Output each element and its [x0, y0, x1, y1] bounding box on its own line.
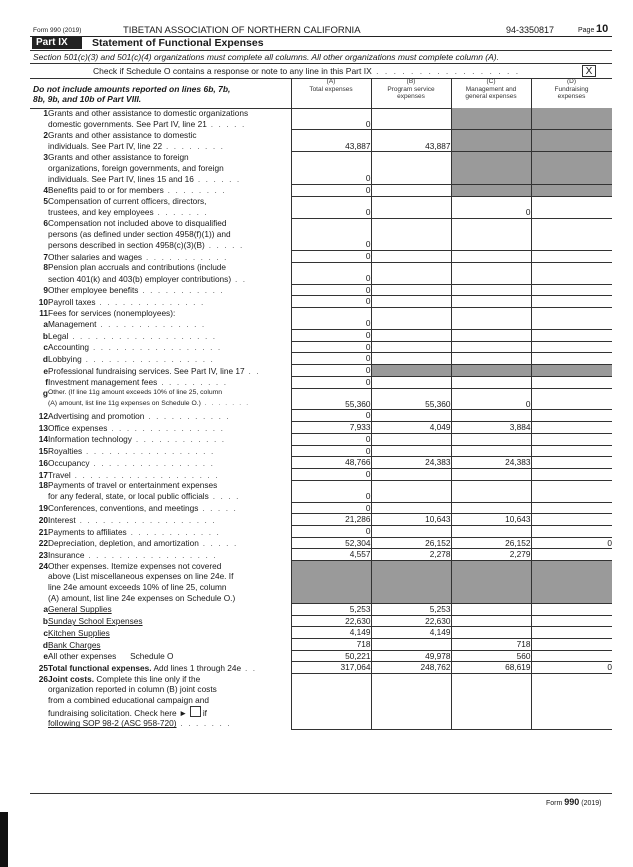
line-11c-total[interactable]: 0 — [291, 341, 371, 353]
table-row: 9 Other employee benefits . . . . . . . . . . . 0 — [30, 284, 612, 296]
organization-name: TIBETAN ASSOCIATION OF NORTHERN CALIFORNIA — [123, 25, 361, 36]
line-24d-management[interactable]: 718 — [451, 639, 531, 651]
line-11d-total[interactable]: 0 — [291, 353, 371, 365]
table-row: trustees, and key employees . . . . . . . 0 0 — [30, 207, 612, 218]
arrow-right-icon: ► — [178, 707, 188, 718]
line-18-total[interactable]: 0 — [291, 491, 371, 502]
form-footer: Form 990 (2019) — [546, 797, 602, 807]
line-2-total[interactable]: 43,887 — [291, 141, 371, 152]
line-25-program[interactable]: 248,762 — [371, 662, 451, 674]
table-row: c Accounting . . . . . . . . . . . . . . . . . 0 — [30, 341, 612, 353]
table-row: f Investment management fees . . . . . . . . . 0 — [30, 376, 612, 388]
table-row: 4 Benefits paid to or for members . . . . . . . . 0 — [30, 184, 612, 196]
table-row: domestic governments. See Part IV, line 21 . . . . . 0 — [30, 119, 612, 130]
line-24c-total[interactable]: 4,149 — [291, 627, 371, 639]
schedule-o-check-text: Check if Schedule O contains a response or note to any line in this Part IX . . . . . . . . . . . . . . . . . — [93, 66, 521, 76]
table-row: 15 Royalties . . . . . . . . . . . . . . . . . 0 — [30, 445, 612, 457]
line-1-total[interactable]: 0 — [291, 119, 371, 130]
table-row: 16 Occupancy . . . . . . . . . . . . . . . . 48,766 24,383 24,383 — [30, 457, 612, 469]
line-20-total[interactable]: 21,286 — [291, 514, 371, 526]
ein: 94-3350817 — [506, 25, 555, 35]
table-row: c Kitchen Supplies 4,149 4,149 — [30, 627, 612, 639]
table-row: 14 Information technology . . . . . . . . . . . . 0 — [30, 433, 612, 445]
line-24a-program[interactable]: 5,253 — [371, 603, 451, 615]
line-16-program[interactable]: 24,383 — [371, 457, 451, 469]
table-row: a Management . . . . . . . . . . . . . . 0 — [30, 318, 612, 329]
column-d-header: (D) Fundraising expenses — [554, 78, 589, 100]
line-25-management[interactable]: 68,619 — [451, 662, 531, 674]
line-11g-total[interactable]: 55,360 — [291, 399, 371, 410]
line-23-program[interactable]: 2,278 — [371, 549, 451, 561]
table-row: individuals. See Part IV, line 22 . . . . . . . . 43,887 43,887 — [30, 141, 612, 152]
section-note: Section 501(c)(3) and 501(c)(4) organizations must complete all columns. All other organizations must complete column (A). — [33, 52, 499, 62]
line-25-fundraising[interactable]: 0 — [531, 662, 612, 674]
left-column-header: Do not include amounts reported on lines 6b, 7b, 8b, 9b, and 10b of Part VIII. — [33, 84, 231, 104]
line-11g-program[interactable]: 55,360 — [371, 399, 451, 410]
line-24a-total[interactable]: 5,253 — [291, 603, 371, 615]
line-24e-management[interactable]: 560 — [451, 650, 531, 662]
line-14-total[interactable]: 0 — [291, 433, 371, 445]
line-11g-management[interactable]: 0 — [451, 399, 531, 410]
part-badge: Part IX — [32, 37, 82, 49]
line-10-total[interactable]: 0 — [291, 296, 371, 308]
line-24e-program[interactable]: 49,978 — [371, 650, 451, 662]
table-row: b Sunday School Expenses 22,630 22,630 — [30, 615, 612, 627]
line-11b-total[interactable]: 0 — [291, 330, 371, 342]
line-5-total[interactable]: 0 — [291, 207, 371, 218]
line-22-fundraising[interactable]: 0 — [531, 537, 612, 549]
line-11e-total[interactable]: 0 — [291, 365, 371, 377]
line-8-total[interactable]: 0 — [291, 273, 371, 284]
line-16-management[interactable]: 24,383 — [451, 457, 531, 469]
bottom-rule — [30, 793, 612, 794]
scan-edge — [0, 812, 8, 867]
line-23-management[interactable]: 2,279 — [451, 549, 531, 561]
page-label: Page — [578, 27, 595, 34]
table-row: section 401(k) and 403(b) employer contributions) . . 0 — [30, 273, 612, 284]
table-row: 20 Interest . . . . . . . . . . . . . . . . . . 21,286 10,643 10,643 — [30, 514, 612, 526]
table-row: d Bank Charges 718 718 — [30, 639, 612, 651]
joint-costs-checkbox[interactable] — [190, 706, 201, 717]
table-row: 25 Total functional expenses. Add lines 1 through 24e . . 317,064 248,762 68,619 0 — [38, 662, 612, 673]
table-row: 23 Insurance . . . . . . . . . . . . . . . . . 4,557 2,278 2,279 — [30, 549, 612, 561]
table-row: 17 Travel . . . . . . . . . . . . . . . . . . . 0 — [30, 469, 612, 481]
table-row: b Legal . . . . . . . . . . . . . . . . . . . 0 — [30, 330, 612, 342]
functional-expenses-table: 1 Grants and other assistance to domestic organizations domestic governments. See Part IV, line 21 . . . . . 0 2 Grants and other assistance to domestic individuals. See Part IV, line 22 . . . . . . . . 43,887 43,887 3 Grants and other assistance to foreign organizations, foreign governments, and foreign individuals. See Part IV, lines 15 and 16 . . . . . . 0 4 Benefits paid to or for members . . . . . . . . 0 5 Compensation of current officers, directors, trustees, and key employees . . . . . . . 0 0 6 Compensation not included above to disqualified persons (as defined under section 4958(f)(1)) and persons described in section 4958(c)(3)(B) . . . . . 0 7 Other salaries and wages . . . . . . . . . . . 0 8 Pension plan accruals and contributions (include section 401(k) and 403(b) employer contributions) . . 0 9 Other employee benefits . . . . . . . . . . . 0 10 Payroll taxes . . . . . . . . . . . . . . 0 11 Fees for services (nonemployees): a Management . . . . . . . . . . . . . . 0 b Legal . . . . . . . . . . . . . . . . . . . 0 c Accounting . . . . . . . . . . . . . . . . . 0 d Lobbying . . . . . . . . . . . . . . . . . 0 e Professional fundraising services. See Part IV, line 17 . . 0 f Investment management fees . . . . . . . . . 0 g Other. (If line 11g amount exceeds 10% of line 25, column (A) amount, list line 11g expenses on Schedule O.) . . . . . . . 55,360 55,360 0 12 Advertising and promotion . . . . . . . . . . . 0 13 Office expenses . . . . . . . . . . . . . . . 7,933 4,049 3,884 14 Information technology . . . . . . . . . . . . 0 15 Royalties . . . . . . . . . . . . . . . . . 0 16 Occupancy . . . . . . . . . . . . . . . . 48,766 24,383 24,383 17 Travel . . . . . . . . . . . . . . . . . . . 0 18 Payments of travel or entertainment expenses for any federal, state, or local public officials . . . . 0 19 Conferences, conventions, and meetings . . . . . 0 20 Interest . . . . . . . . . . . . . . . . . . 21,286 10,643 10,643 21 Payments to affiliates . . . . . . . . . . . . 0 22 Depreciation, depletion, and amortization . . . . . 52,304 26,152 26,152 0 23 Insurance . . . . . . . . . . . . . . . . . 4,557 2,278 2,279 24 Other expenses. Itemize expenses not covered above (List miscellaneous expenses on line 24e. If line 24e amount exceeds 10% of line 25, column (A) amount, list line 24e expenses on Schedule O.) a General Supplies 5,253 5,253 b Sunday School Expenses 22,630 22,630 c Kitchen Supplies 4,149 4,149 d Bank Charges 718 718 e All other expenses Schedule O 50,221 49,978 560 25 Total functional expenses. Add lines 1 through 24e . . 317,064 248,762 68,619 0 26 Joint costs. Complete this line only if the organization reported in column (B) joint costs from a combined educational campaign and fundraising solicitation. Check here ► if following SOP 98-2 (ASC 958-720) . . . . . . . — [30, 108, 612, 730]
line-19-total[interactable]: 0 — [291, 502, 371, 514]
table-row: following SOP 98-2 (ASC 958-720) . . . . . . . — [30, 718, 612, 729]
table-row: e Professional fundraising services. See Part IV, line 17 . . 0 — [30, 365, 612, 377]
line-24c-program[interactable]: 4,149 — [371, 627, 451, 639]
line-17-total[interactable]: 0 — [291, 469, 371, 481]
table-row: for any federal, state, or local public officials . . . . 0 — [30, 491, 612, 502]
page-number: 10 — [596, 23, 609, 35]
line-7-total[interactable]: 0 — [291, 251, 371, 263]
part-rule — [30, 50, 612, 51]
line-22-management[interactable]: 26,152 — [451, 537, 531, 549]
line-20-management[interactable]: 10,643 — [451, 514, 531, 526]
line-24d-total[interactable]: 718 — [291, 639, 371, 651]
line-21-total[interactable]: 0 — [291, 526, 371, 538]
line-9-total[interactable]: 0 — [291, 284, 371, 296]
table-row: 19 Conferences, conventions, and meetings . . . . . 0 — [30, 502, 612, 514]
table-row: d Lobbying . . . . . . . . . . . . . . . . . 0 — [30, 353, 612, 365]
table-row: 21 Payments to affiliates . . . . . . . . . . . . 0 — [30, 526, 612, 538]
column-a-header: (A) Total expenses — [309, 78, 353, 93]
line-6-total[interactable]: 0 — [291, 239, 371, 250]
table-row: 7 Other salaries and wages . . . . . . . . . . . 0 — [30, 251, 612, 263]
table-row: e All other expenses Schedule O 50,221 49,978 560 — [30, 650, 612, 662]
line-12-total[interactable]: 0 — [291, 410, 371, 422]
table-row: persons described in section 4958(c)(3)(B) . . . . . 0 — [30, 239, 612, 250]
line-16-total[interactable]: 48,766 — [291, 457, 371, 469]
line-2-program[interactable]: 43,887 — [371, 141, 451, 152]
line-13-program[interactable]: 4,049 — [371, 422, 451, 434]
line-11f-total[interactable]: 0 — [291, 376, 371, 388]
table-row: individuals. See Part IV, lines 15 and 16 . . . . . . 0 — [30, 173, 612, 184]
line-22-total[interactable]: 52,304 — [291, 537, 371, 549]
line-24e-total[interactable]: 50,221 — [291, 650, 371, 662]
note-rule — [30, 63, 612, 64]
table-row: 1 Grants and other assistance to domestic organizations — [30, 108, 612, 119]
line-25-total[interactable]: 317,064 — [291, 662, 371, 674]
column-b-header: (B) Program service expenses — [387, 78, 435, 100]
line-5-management[interactable]: 0 — [451, 207, 531, 218]
table-row: 12 Advertising and promotion . . . . . . . . . . . 0 — [30, 410, 612, 422]
line-24b-program[interactable]: 22,630 — [371, 615, 451, 627]
line-24b-total[interactable]: 22,630 — [291, 615, 371, 627]
line-15-total[interactable]: 0 — [291, 445, 371, 457]
table-row: 11 Fees for services (nonemployees): — [30, 308, 612, 319]
table-row: (A) amount, list line 11g expenses on Schedule O.) . . . . . . . 55,360 55,360 0 — [30, 399, 612, 410]
table-row: 22 Depreciation, depletion, and amortization . . . . . 52,304 26,152 26,152 0 — [38, 537, 612, 549]
line-11a-total[interactable]: 0 — [291, 318, 371, 329]
line-26-total[interactable] — [291, 718, 371, 729]
table-row: 10 Payroll taxes . . . . . . . . . . . . . . 0 — [30, 296, 612, 308]
line-13-management[interactable]: 3,884 — [451, 422, 531, 434]
line-4-total[interactable]: 0 — [291, 184, 371, 196]
table-row: 2 Grants and other assistance to domestic — [30, 130, 612, 141]
line-23-total[interactable]: 4,557 — [291, 549, 371, 561]
column-c-header: (C) Management and general expenses — [465, 78, 517, 100]
schedule-o-checkbox[interactable]: X — [582, 65, 596, 77]
table-row: 13 Office expenses . . . . . . . . . . . . . . . 7,933 4,049 3,884 — [30, 422, 612, 434]
part-title: Statement of Functional Expenses — [92, 37, 264, 49]
form-label: Form 990 (2019) — [33, 27, 82, 34]
line-22-program[interactable]: 26,152 — [371, 537, 451, 549]
table-row: a General Supplies 5,253 5,253 — [30, 603, 612, 615]
line-13-total[interactable]: 7,933 — [291, 422, 371, 434]
line-20-program[interactable]: 10,643 — [371, 514, 451, 526]
line-3-total[interactable]: 0 — [291, 173, 371, 184]
